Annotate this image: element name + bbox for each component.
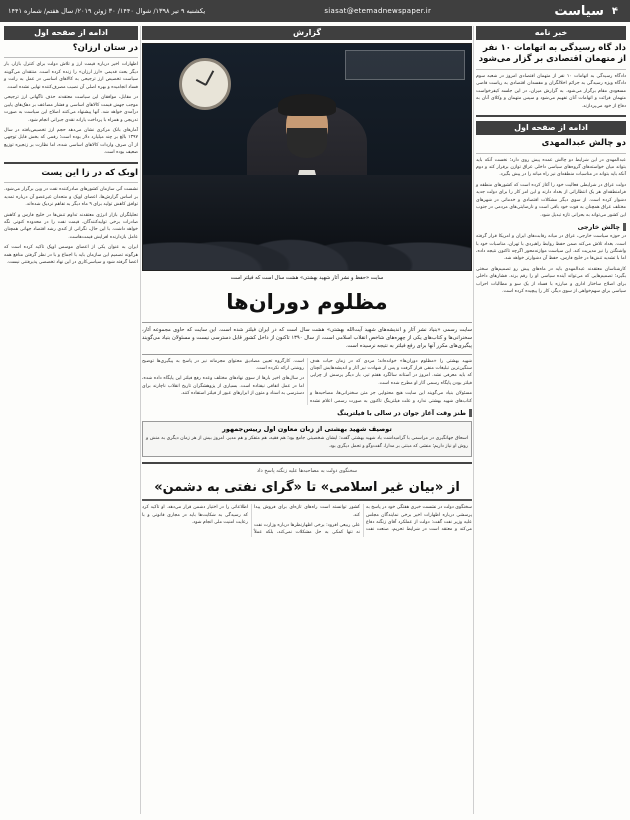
photo-beard (287, 128, 327, 158)
left-headline-1: در ستان ارزان؟ (72, 43, 138, 53)
quote-box (142, 421, 472, 457)
photo-crowd (143, 175, 471, 270)
column-left (4, 26, 138, 816)
bottom-headline: از «بیان غیر اسلامی» تا «گرای نفتی به دشمن» (154, 479, 460, 495)
photo-banner (345, 50, 465, 80)
tab-khabar[interactable]: خبر نامه (476, 26, 626, 40)
mid-subhead-1: طنز وقت آغاز جوان در سالی با فیلترینگ (142, 409, 472, 417)
right-headline-2: دو چالش عبدالمهدی (541, 138, 626, 149)
lead-photo (142, 43, 472, 271)
tab-gozaresh[interactable]: گزارش (142, 26, 472, 40)
page-body (0, 22, 630, 820)
bottom-kicker: سخنگوی دولت به مصاحبه‌ها علیه زنگنه پاسخ داد (256, 468, 358, 475)
column-divider-left (140, 26, 141, 814)
right-body-2: عبدالمهدی در این شرایط دو چالش عمده پیش روی دارد؛ نخست آنکه باید بتواند میان خواسته‌های گروه‌های سیاسی داخلی عراق توازن برقرار کند و دوم آنکه باید بتواند در مناسبات منطقه‌ای نیز راه میانه را در پیش بگیرد. دولت عراق در شرایطی فعالیت خود را آغاز کرده است که کشورهای منطقه و فرامنطقه‌ای هر یک انتظاراتی از بغداد دارند و این امر کار را برای دولت جدید دشوار کرده است. از سوی دیگر مشکلات اقتصادی و خدماتی در شهرهای مختلف عراق همچنان به قوت خود باقی است و نارضایتی‌های مردمی در جنوب این کشور می‌تواند به بحرانی تازه تبدیل شود. (476, 157, 626, 218)
page-number: ۴ (611, 5, 618, 17)
wall-clock-icon (179, 58, 231, 110)
main-lead: سایت رسمی «بنیاد نشر آثار و اندیشه‌های شهید آیت‌الله بهشتی» هشت سال است که در ایران فیلتر شده است. این سایت که حاوی مجموعه آثار، سخنرانی‌ها و کتاب‌های یکی از چهره‌های شاخص انقلاب اسلامی است، از سال ۱۳۹۰ تاکنون از داخل کشور قابل دسترسی نیست و مسئولان بنیاد می‌گویند پیگیری‌های مکرر آنها برای رفع فیلتر به نتیجه نرسیده است. (142, 322, 472, 355)
right-headline-3: چالش خارجی (476, 223, 626, 231)
left-body-1: اظهارات اخیر درباره قیمت ارز و تلاش دولت برای کنترل بازار، بار دیگر بحث قدیمی «ارز ارزان» را زنده کرده است. منتقدان می‌گویند سیاست تخصیص ارز ترجیحی به کالاهای اساسی در عمل به رانت و فساد انجامیده و بهره اصلی آن نصیب مصرف‌کننده نهایی نشده است. در مقابل، موافقان این سیاست معتقدند حذف ناگهانی ارز ترجیحی موجب جهش قیمت کالاهای اساسی و فشار مضاعف بر دهک‌های پایین درآمدی خواهد شد. آنها پیشنهاد می‌کنند اصلاح این سیاست به صورت تدریجی و همراه با پرداخت یارانه نقدی جبرانی انجام شود. آمارهای بانک مرکزی نشان می‌دهد حجم ارز تخصیص‌یافته در سال ۱۳۹۷ بالغ بر چند میلیارد دلار بوده است؛ رقمی که بخش قابل توجهی از آن صرف واردات کالاهای اساسی شده، اما نظارت بر زنجیره توزیع ضعیف بوده است. (4, 62, 138, 156)
quote-box-title: توصیف شهید بهشتی از زبان معاون اول رییس‌جمهور (222, 425, 392, 434)
right-body-1: دادگاه رسیدگی به اتهامات ۱۰ نفر از متهمان اقتصادی امروز در شعبه سوم دادگاه ویژه رسیدگی به جرائم اخلالگران و مفسدان اقتصادی به ریاست قاضی مسعودی مقام برگزار می‌شود. به گزارش میزان، در این جلسه کیفرخواست متهمان قرائت و اتهامات آنان تفهیم می‌شود و سپس متهمان و وکلای آنان به دفاع از خود می‌پردازند. (476, 73, 626, 109)
right-headline-1: داد گاه رسیدگی به اتهامات ۱۰ نفر از متهمان اقتصادی بر گزار می‌شود (478, 43, 626, 65)
column-right (476, 26, 626, 816)
bottom-body: سخنگوی دولت در نشست خبری هفتگی خود در پاسخ به پرسشی درباره اظهارات اخیر برخی نمایندگان مجلس علیه وزیر نفت گفت: دولت از عملکرد آقای زنگنه دفاع می‌کند و معتقد است در شرایط تحریم، صنعت نفت کشور توانسته است راه‌های تازه‌ای برای فروش پیدا کند. علی ربیعی افزود: برخی اظهارنظرها درباره وزارت نفت نه تنها کمکی به حل مشکلات نمی‌کند، بلکه عملاً اطلاعاتی را در اختیار دشمن قرار می‌دهد. او تاکید کرد که رسیدگی به شکایت‌ها باید در مجاری قانونی و با رعایت امنیت ملی انجام شود. (142, 505, 472, 536)
tab-ettelaat-left[interactable]: ادامه از صفحه اول (4, 26, 138, 40)
section-masthead: سیاست (554, 3, 604, 19)
email-address: siasat@etemadnewspaper.ir (324, 7, 432, 15)
column-middle (142, 26, 472, 816)
tab-ettelaat-right[interactable]: ادامه از صفحه اول (476, 121, 626, 135)
right-body-3: در حوزه سیاست خارجی، عراق در میانه رقابت‌های ایران و امریکا قرار گرفته است. بغداد تلاش می‌کند ضمن حفظ روابط راهبردی با تهران، مناسبات خود با واشنگتن را نیز مدیریت کند. این سیاست موازنه‌محور اگرچه تاکنون نتیجه داده، اما با تشدید تنش‌ها در خلیج فارس، حفظ آن دشوارتر خواهد شد. کارشناسان معتقدند عبدالمهدی باید در ماه‌های پیش رو تصمیم‌های سختی بگیرد؛ تصمیم‌هایی که می‌تواند آینده سیاسی او را رقم بزند. فشارهای داخلی برای اصلاح ساختار اداری و مبارزه با فساد از یک سو و مطالبات احزاب سیاسی برای سهم‌خواهی از سوی دیگر، کار را پیچیده کرده است. (476, 234, 626, 295)
issue-date-line: یکشنبه ۹ تیر ۱۳۹۸/ شوال ۱۴۴۰/ ۳۰ ژوئن ۲۰۱۹/ سال هفتم/ شماره ۱۴۴۱ (8, 7, 206, 15)
photo-turban (278, 94, 336, 116)
page-topbar (0, 0, 630, 22)
column-divider-right (473, 26, 474, 814)
main-body: شهید بهشتی را «مظلوم دوران‌ها» خوانده‌اند؛ مردی که در زمان حیات هدف سنگین‌ترین تبلیغات منفی قرار گرفت و پس از شهادت نیز آثار و اندیشه‌هایش آنچنان که باید معرفی نشد. امروز در آستانه سالگرد هفتم تیر، بار دیگر پرسش از چرایی فیلتر بودن پایگاه رسمی آثار او مطرح شده است. مسئولان بنیاد می‌گویند این سایت هیچ محتوایی جز متن سخنرانی‌ها، مصاحبه‌ها و کتاب‌های شهید بهشتی ندارد و علت فیلترینگ تاکنون به صورت رسمی اعلام نشده است. کارگروه تعیین مصادیق محتوای مجرمانه نیز در پاسخ به پیگیری‌ها توضیح روشنی ارائه نکرده است. در سال‌های اخیر بارها از سوی نهادهای مختلف وعده رفع فیلتر این پایگاه داده شده، اما در عمل اتفاقی نیفتاده است. بسیاری از پژوهشگران تاریخ انقلاب ناچارند برای دسترسی به اسناد و متون از ابزارهای عبور از فیلتر استفاده کنند. (142, 358, 472, 404)
main-headline: مظلوم دوران‌ها (226, 290, 388, 315)
quote-box-body: اسحاق جهانگیری در مراسمی با گرامیداشت یاد شهید بهشتی گفت: ایشان شخصیتی جامع بود؛ هم فقیه، هم متفکر و هم مدیر. امروز بیش از هر زمان دیگری به منش و روش او نیاز داریم؛ منشی که مبتنی بر مدارا، گفت‌وگو و تحمل دیگری بود. (146, 436, 468, 449)
left-body-2: نشست آتی سازمان کشورهای صادرکننده نفت در وین برگزار می‌شود. بر اساس گزارش‌ها، اعضای اوپک و متحدان غیرعضو آن درباره تمدید توافق کاهش تولید برای ۹ ماه دیگر به تفاهم نزدیک شده‌اند. تحلیلگران بازار انرژی معتقدند تداوم تنش‌ها در خلیج فارس و کاهش صادرات برخی تولیدکنندگان، قیمت نفت را در محدوده کنونی نگه خواهد داشت. با این حال، نگرانی از کندی رشد اقتصاد جهانی همچنان عامل بازدارنده افزایش قیمت‌هاست. ایران به عنوان یکی از اعضای موسس اوپک تاکید کرده است که هرگونه تصمیم این سازمان باید با اجماع و با در نظر گرفتن منافع همه اعضا گرفته شود و سیاسی‌کاری در این نهاد تخصصی پذیرفتنی نیست. (4, 187, 138, 266)
photo-caption: سایت «حفظ و نشر آثار شهید بهشتی» هشت سال است که فیلتر است (230, 275, 384, 281)
left-headline-2: اوبک که در زا این یست (41, 167, 138, 178)
